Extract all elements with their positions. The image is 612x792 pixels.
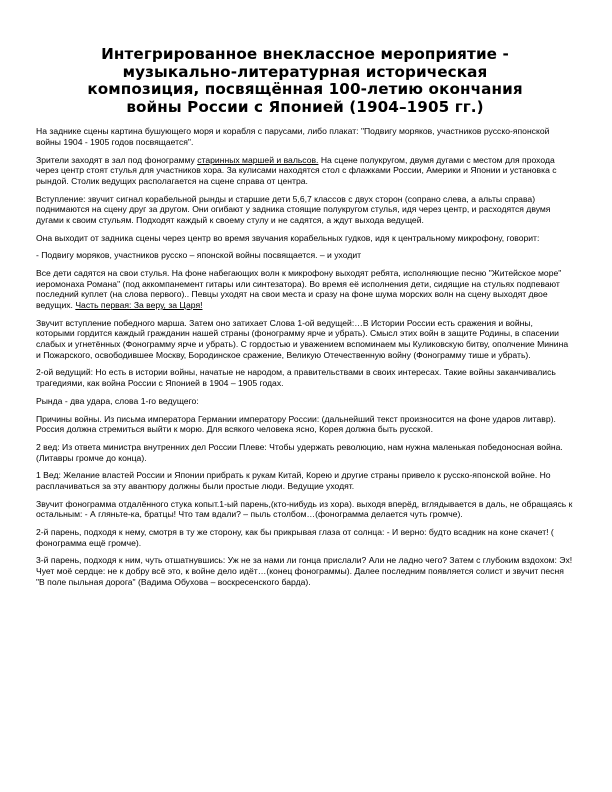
- paragraph-song-sea: [36, 268, 574, 310]
- paragraph-second-host: 2-ой ведущий: Но есть в истории войны, начатые не народом, а правительствами в своих интересах. Такие войны заканчивались трагедиями, как война России с Японией в 1904 – 1905 годах.: [36, 367, 556, 388]
- paragraph-victory-march: Звучит вступление победного марша. Затем оно затихает Слова 1-ой ведущей:…В Истории России есть сражения и войны, которыми гордится каждый гражданин нашей страны (фонограмму ярче и убрать). Смысл этих войн в защите Родины, в спасении слабых и угнетённых (Фонограмму ярче и убрать). С гордостью и уважением вспоминаем мы Куликовскую битву, ополчение Минина и Пожарского, освободившее Москву, Бородинское сражение, Великую Отечественную войну (Фонограмму тише и убрать).: [36, 317, 569, 360]
- paragraph-plehve: 2 вед: Из ответа министра внутренних дел России Плеве: Чтобы удержать революцию, нам нужна маленькая победоносная война. (Литавры громче до конца).: [36, 441, 563, 463]
- paragraph-second-lad: 2-й парень, подходя к нему, смотря в ту же сторону, как бы прикрывая глаза от солнца: - И верно: будто всадник на коне скачет! ( фонограмма ещё громче).: [36, 527, 554, 548]
- paragraph-backdrop: На заднике сцены картина бушующего моря и корабля с парусами, либо плакат: "Подвигу моряков, участников русско-японской войны 1904 - 1905 годов посвящается".: [36, 126, 550, 147]
- paragraph-causes-of-war: Причины войны. Из письма императора Германии императору России: (дальнейший текст произносится на фоне ударов литавр). Россия должна стремиться выйти к морю. Для всякого человека ясно, Корея должна быть русской.: [36, 413, 556, 435]
- paragraph-text: На сцене полукругом, двумя дугами с местом для прохода через центр стоят стулья для участников хора. За кулисами находятся стол с флажками России, Америки и Японии и установка с рындой. Столик ведущих располагается на сцене справа от центра.: [36, 154, 557, 186]
- title-line: Интегрированное внеклассное мероприятие -: [101, 45, 509, 63]
- paragraph-dedication: - Подвигу моряков, участников русско – японской войны посвящается. – и уходит: [36, 250, 362, 261]
- paragraph-third-lad: 3-й парень, подходя к ним, чуть отшатнувшись: Уж не за нами ли гонца прислали? Али не ладно чего? Затем с глубоким вздохом: Эх! Чует моё сердце: не к добру всё это, к войне дело идёт…(конец фонограммы). Далее последним появляется солист и звучит песня "В поле пыльная дорога" (Вадима Обухова – воскресенского барда).: [36, 555, 573, 587]
- paragraph-audience-enters: [36, 155, 574, 187]
- title-line: композиция, посвящённая 100-летию окончания: [87, 80, 523, 99]
- title-line: музыкально-литературная историческая: [122, 62, 488, 81]
- paragraph-bell: Рында - два удара, слова 1-го ведущего:: [36, 395, 199, 406]
- paragraph-first-lad: Звучит фонограмма отдалённого стука копыт.1-ый парень,(кто-нибудь из хора). выходя вперёд, вглядывается в даль, не обращаясь к остальным: - А гляньте-ка, братцы! Что там вдали? – пыль столбом…(фонограмма делается чуть громче).: [36, 498, 573, 520]
- title-line: войны России с Японией (1904–1905 гг.): [126, 97, 484, 116]
- paragraph-text: Зрители заходят в зал под фонограмму: [36, 154, 198, 165]
- paragraph-host-enters: Она выходит от задника сцены через центр во время звучания корабельных гудков, идя к центральному микрофону, говорит:: [36, 232, 540, 243]
- document-page: [36, 46, 574, 594]
- underlined-phrase-marches: старинных маршей и вальсов.: [197, 154, 319, 165]
- document-title: [36, 46, 574, 116]
- paragraph-text: Все дети садятся на свои стулья. На фоне набегающих волн к микрофону выходят ребята, исполняющие песню "Житейское море" иеромонаха Романа" (под аккомпанемент гитары или синтезатора). Во время её исполнения дети, сидящие на стульях подпевают последний куплет (на слова первого).. Певцы уходят на свои места и сразу на фоне шума морских волн на сцену выходят двое ведущих.: [36, 268, 562, 311]
- section-heading-part-one: Часть первая: За веру, за Царя!: [75, 300, 203, 311]
- paragraph-desire-of-powers: 1 Вед: Желание властей России и Японии прибрать к рукам Китай, Корею и другие страны привело к русско-японской войне. Но расплачиваться за эту авантюру должны были простые люди. Ведущие уходят.: [36, 470, 551, 491]
- paragraph-introduction: Вступление: звучит сигнал корабельной рынды и старшие дети 5,6,7 классов с двух сторон (сопрано слева, а альты справа) поднимаются на сцену друг за другом. Они огибают у задника стоящие полукругом стулья, идя через центр, и расходятся двумя дугами к своим стульям. Подходят каждый к своему стулу и не садятся, а ждут выхода ведущей.: [36, 193, 551, 225]
